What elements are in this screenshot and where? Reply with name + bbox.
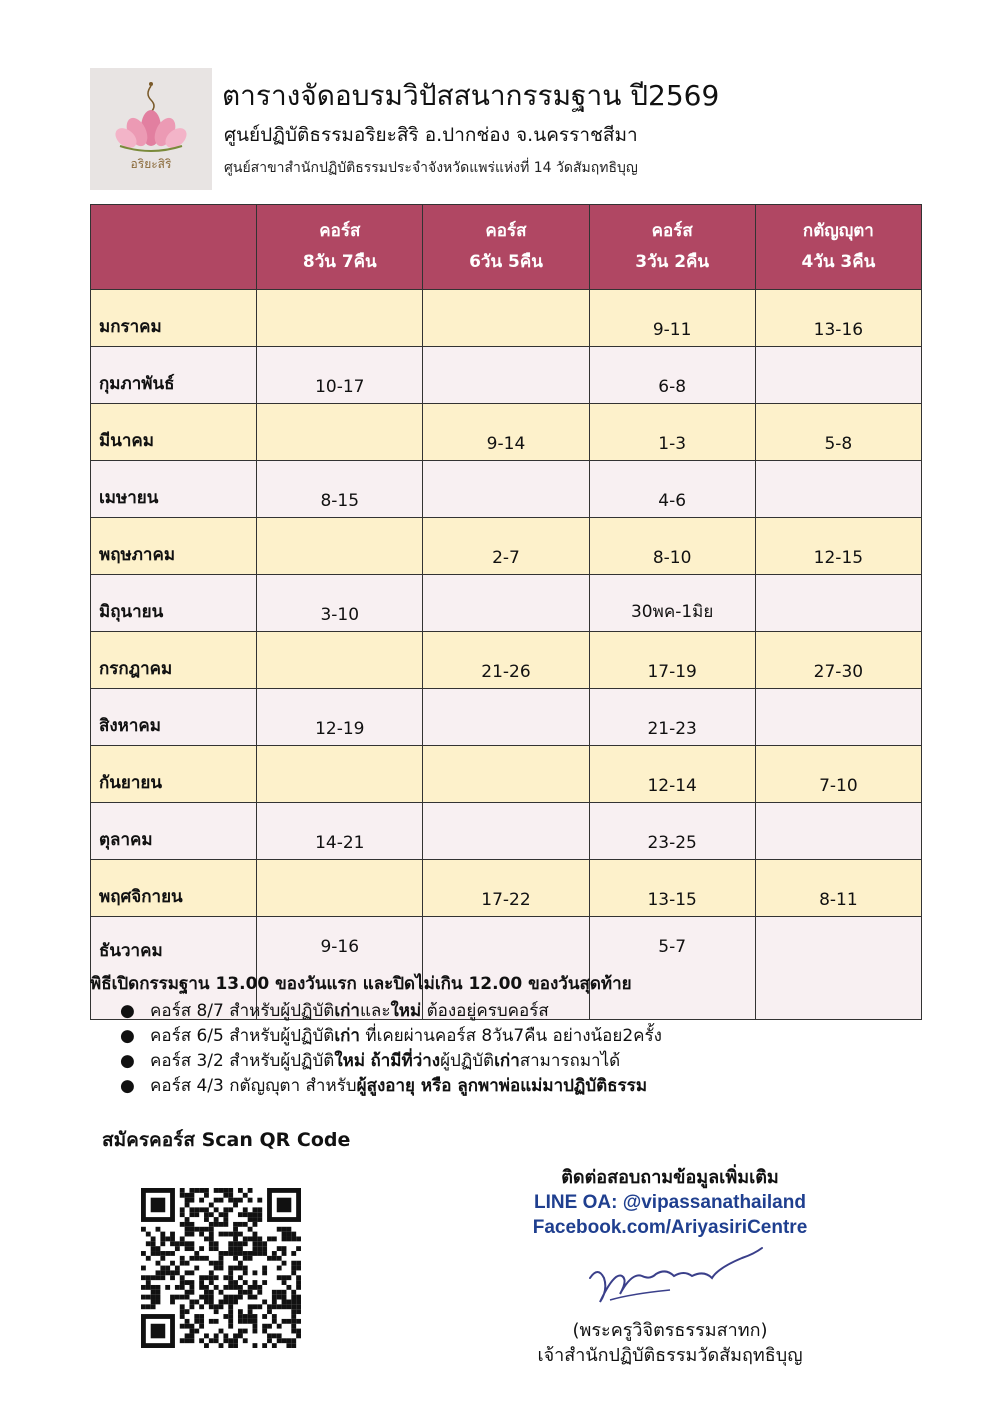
date-cell [423,461,589,518]
date-cell [423,746,589,803]
date-cell: 23-25 [589,803,755,860]
month-cell: พฤษภาคม [91,518,257,575]
bullet-icon: ● [120,1076,135,1096]
date-cell: 30พค-1มิย [589,575,755,632]
month-cell: มิถุนายน [91,575,257,632]
date-cell: 21-23 [589,689,755,746]
date-cell: 7-10 [755,746,921,803]
date-cell: 8-15 [257,461,423,518]
date-cell: 17-19 [589,632,755,689]
table-header-row [91,205,922,290]
date-cell: 8-10 [589,518,755,575]
table-row [91,347,922,404]
table-row [91,575,922,632]
month-cell: พฤศจิกายน [91,860,257,917]
date-cell [423,575,589,632]
header-course-8-7: คอร์ส 8วัน 7คืน [257,205,423,290]
date-cell [755,575,921,632]
schedule-table [90,204,922,1020]
table-row [91,290,922,347]
center-name: ศูนย์ปฏิบัติธรรมอริยะสิริ อ.ปากช่อง จ.นครราชสีมา [224,124,638,146]
date-cell [257,632,423,689]
header-corner [91,205,257,290]
facebook-link[interactable]: Facebook.com/AriyasiriCentre [532,1217,808,1238]
month-cell: ธันวาคม [91,917,257,1020]
list-item: ● คอร์ส 3/2 สำหรับผู้ปฏิบัติใหม่ ถ้ามีที่ว่างผู้ปฏิบัติเก่าสามารถมาได้ [150,1049,930,1074]
lotus-logo-icon [90,68,212,190]
date-cell: 27-30 [755,632,921,689]
header-course-3-2: คอร์ส 3วัน 2คืน [589,205,755,290]
table-row [91,689,922,746]
date-cell: 5-7 [589,917,755,1020]
date-cell: 10-17 [257,347,423,404]
month-cell: กันยายน [91,746,257,803]
month-cell: สิงหาคม [91,689,257,746]
signer-name: (พระครูวิจิตรธรรมสาทก) [572,1320,768,1341]
date-cell: 12-15 [755,518,921,575]
ceremony-note: พิธีเปิดกรรมฐาน 13.00 ของวันแรก และปิดไม่เกิน 12.00 ของวันสุดท้าย [90,974,632,994]
month-cell: มีนาคม [91,404,257,461]
date-cell [257,746,423,803]
list-item: ● คอร์ส 6/5 สำหรับผู้ปฏิบัติเก่า ที่เคยผ่านคอร์ส 8วัน7คืน อย่างน้อย2ครั้ง [150,1024,930,1049]
bullet-icon: ● [120,1026,135,1046]
date-cell [257,518,423,575]
qr-code-icon[interactable] [136,1188,306,1348]
table-row [91,461,922,518]
date-cell: 13-16 [755,290,921,347]
month-cell: กุมภาพันธ์ [91,347,257,404]
date-cell [257,860,423,917]
date-cell [755,689,921,746]
date-cell: 9-16 [257,917,423,1020]
header-course-6-5: คอร์ส 6วัน 5คืน [423,205,589,290]
list-item: ● คอร์ส 4/3 กตัญญุตา สำหรับผู้สูงอายุ หรือ ลูกพาพ่อแม่มาปฏิบัติธรรม [150,1074,930,1099]
table-row [91,860,922,917]
date-cell [423,290,589,347]
month-cell: มกราคม [91,290,257,347]
date-cell [257,290,423,347]
date-cell: 12-14 [589,746,755,803]
contact-heading: ติดต่อสอบถามข้อมูลเพิ่มเติม [561,1167,779,1188]
header-course-4-3: กตัญญุตา 4วัน 3คืน [755,205,921,290]
date-cell [423,689,589,746]
date-cell [755,347,921,404]
date-cell [423,347,589,404]
date-cell [257,404,423,461]
date-cell: 3-10 [257,575,423,632]
register-label: สมัครคอร์ส Scan QR Code [102,1129,351,1151]
logo-text: อริยะสิริ [130,157,172,171]
date-cell [423,803,589,860]
line-oa-link[interactable]: LINE OA: @vipassanathailand [534,1192,806,1213]
month-cell: ตุลาคม [91,803,257,860]
notes-section [90,970,930,1099]
contact-section [490,1165,850,1240]
page-title: ตารางจัดอบรมวิปัสสนากรรมฐาน ปี2569 [222,79,720,112]
month-cell: กรกฎาคม [91,632,257,689]
date-cell: 17-22 [423,860,589,917]
table-row [91,632,922,689]
date-cell: 6-8 [589,347,755,404]
signer-title: เจ้าสำนักปฏิบัติธรรมวัดสัมฤทธิบุญ [537,1345,803,1366]
date-cell: 21-26 [423,632,589,689]
date-cell: 4-6 [589,461,755,518]
table-row [91,518,922,575]
course-notes-list [90,999,930,1099]
branch-name: ศูนย์สาขาสำนักปฏิบัติธรรมประจำจังหวัดแพร่แห่งที่ 14 วัดสัมฤทธิบุญ [224,160,638,176]
date-cell: 8-11 [755,860,921,917]
date-cell: 5-8 [755,404,921,461]
logo [90,68,212,190]
table-row [91,746,922,803]
bullet-icon: ● [120,1051,135,1071]
date-cell: 13-15 [589,860,755,917]
bullet-icon: ● [120,1001,135,1021]
date-cell: 1-3 [589,404,755,461]
date-cell: 14-21 [257,803,423,860]
date-cell [755,803,921,860]
date-cell: 2-7 [423,518,589,575]
table-row [91,803,922,860]
month-cell: เมษายน [91,461,257,518]
list-item: ● คอร์ส 8/7 สำหรับผู้ปฏิบัติเก่าและใหม่ ต้องอยู่ครบคอร์ส [150,999,930,1024]
signature-icon [580,1238,780,1318]
table-row [91,404,922,461]
signer-block [490,1318,850,1368]
date-cell [755,461,921,518]
date-cell: 9-14 [423,404,589,461]
date-cell: 9-11 [589,290,755,347]
date-cell: 12-19 [257,689,423,746]
